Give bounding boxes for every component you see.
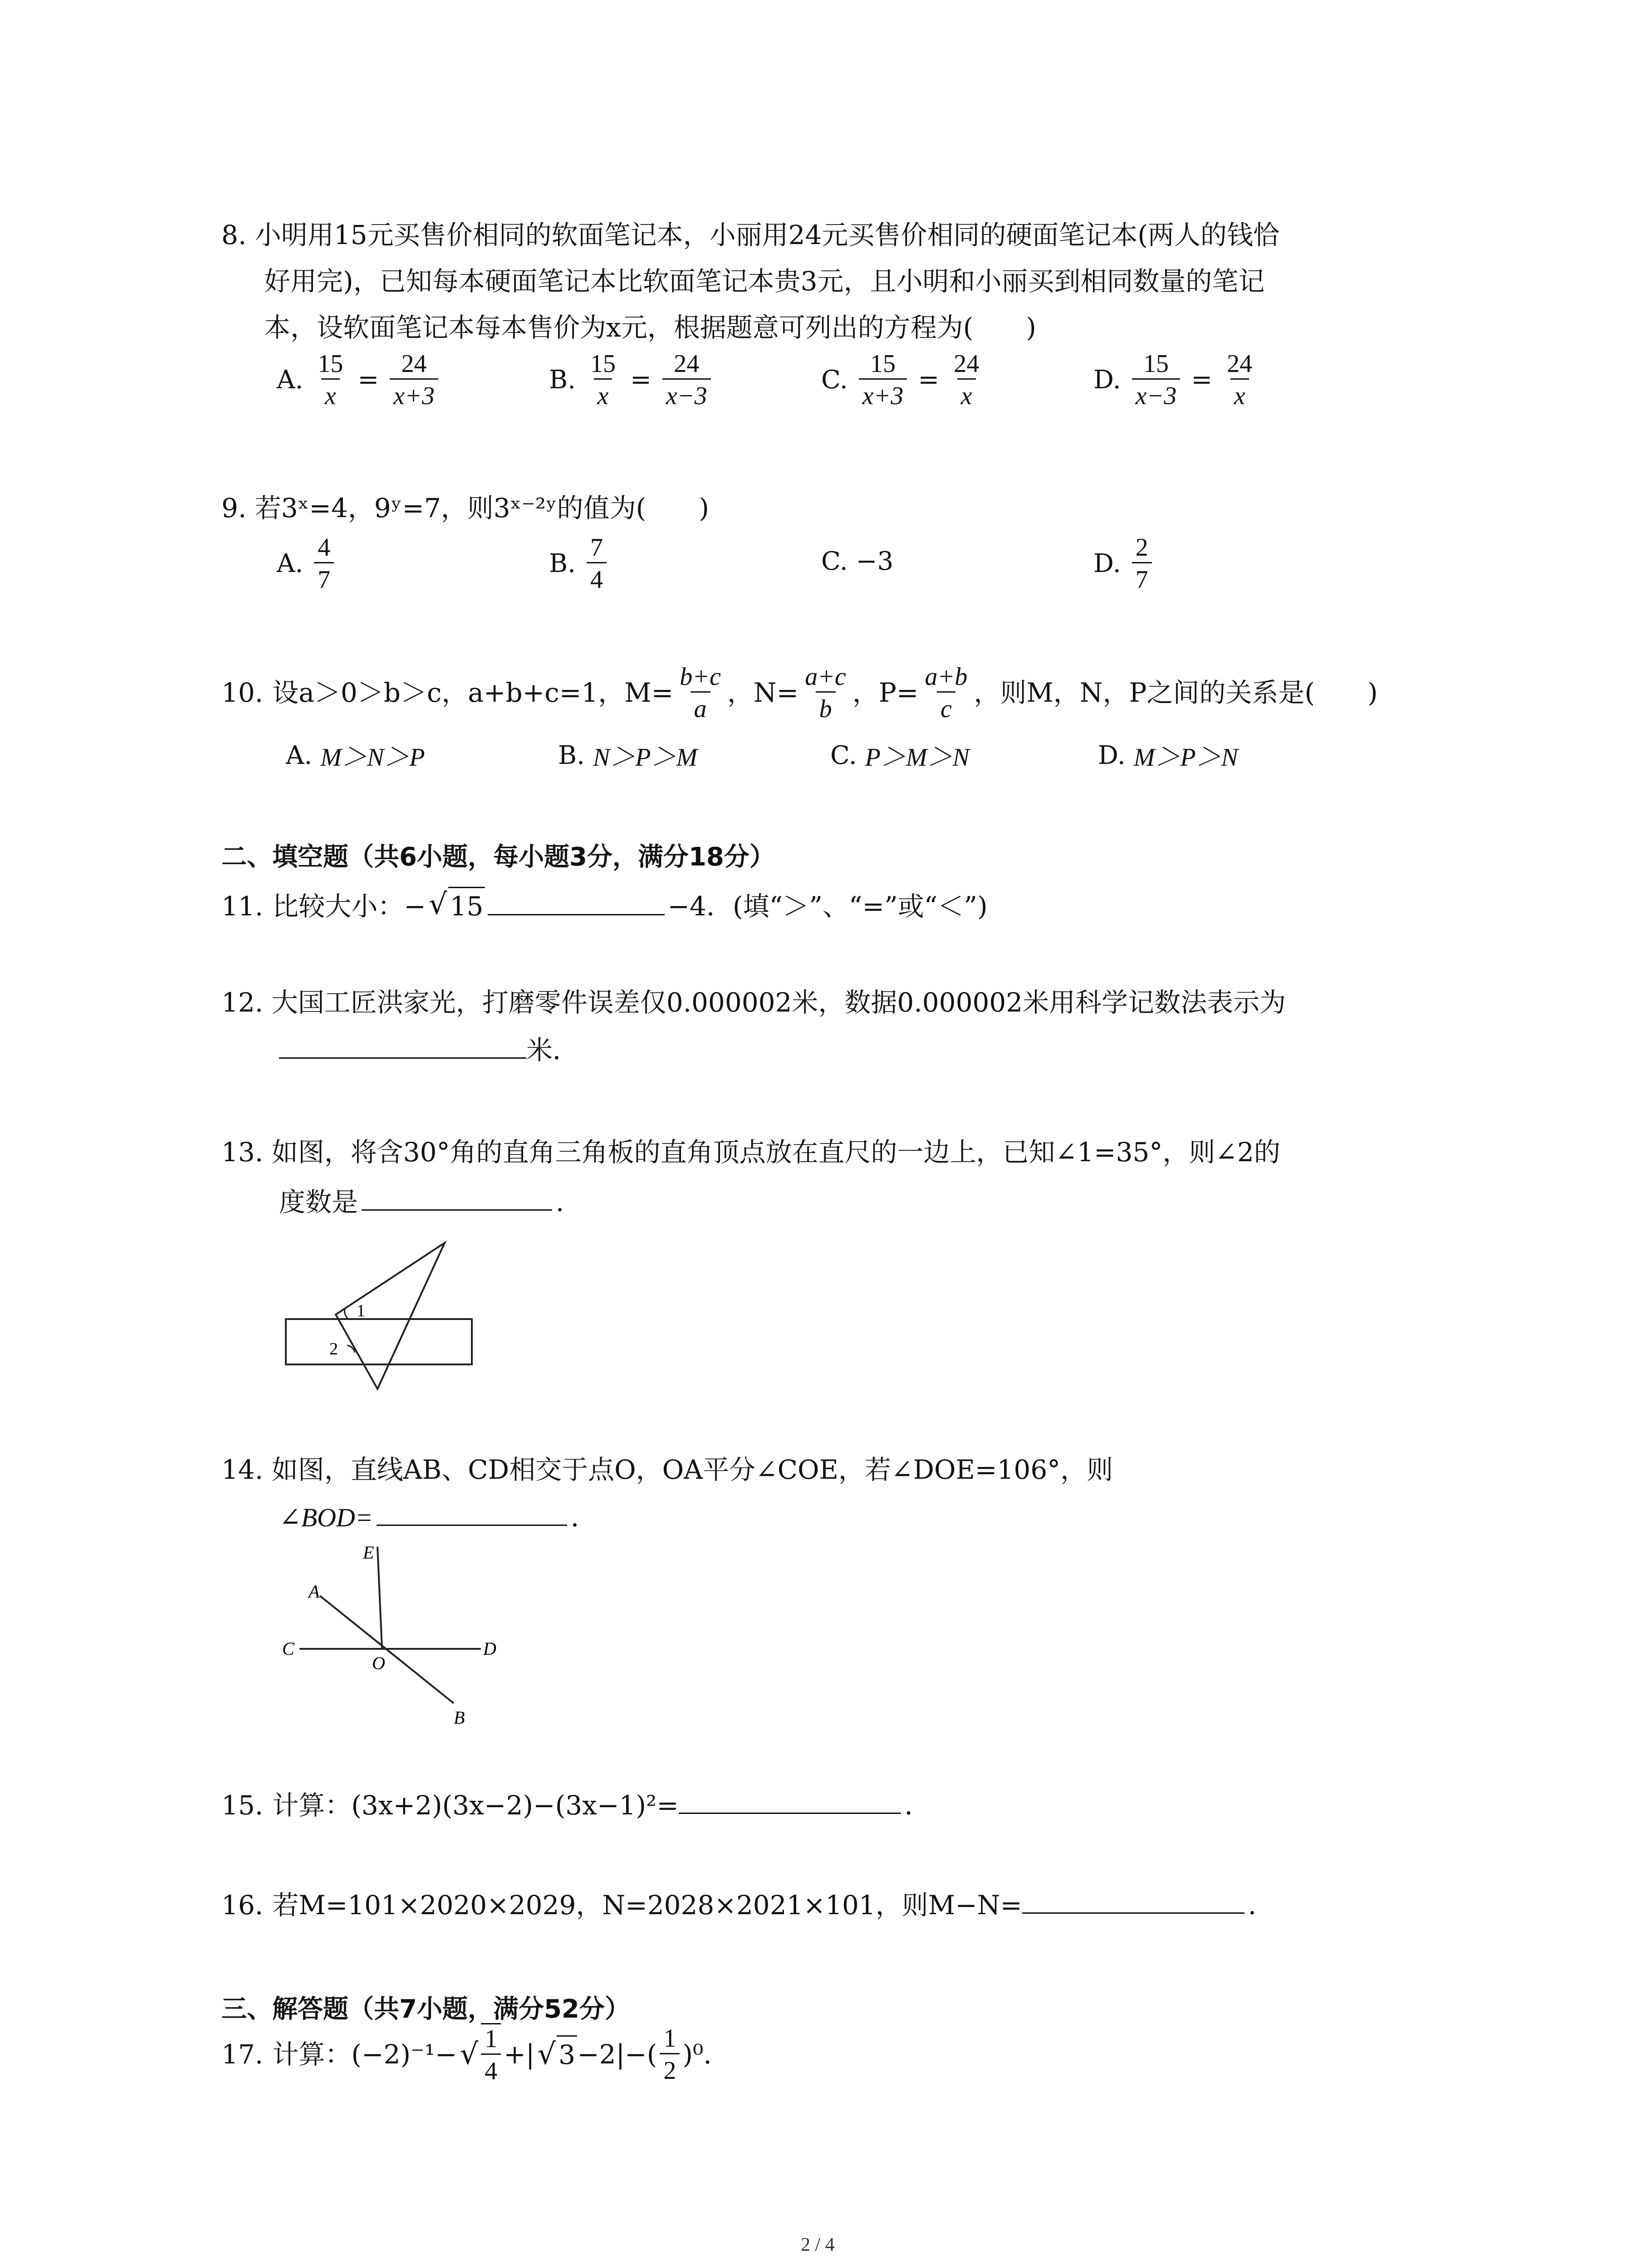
q10-option-b[interactable]: B. N＞P＞M — [558, 740, 698, 772]
sqrt-icon: √ — [428, 888, 447, 921]
q9-option-a[interactable]: A. $\frac{4}{7}$ — [277, 533, 337, 595]
q14-line1: 14. 如图，直线AB、CD相交于点O，OA平分∠COE，若∠DOE=106°，则 — [221, 1454, 1113, 1485]
q9-option-c[interactable]: C. −3 — [821, 547, 894, 576]
label-d: D — [483, 1638, 496, 1659]
q13-line1: 13. 如图，将含30°角的直角三角板的直角顶点放在直尺的一边上，已知∠1=35°，则∠2的 — [221, 1137, 1280, 1168]
q8-number: 8. — [221, 220, 247, 250]
q12-line2: 米． — [279, 1032, 579, 1069]
sqrt-icon: √ — [537, 2037, 556, 2071]
q8-text-1: 小明用15元买售价相同的软面笔记本，小丽用24元买售价相同的硬面笔记本(两人的钱恰 — [255, 220, 1280, 250]
q17: 17. 计算：(−2)⁻¹− √ $\frac{1}{4}$ +| √ 3 −2|−( $\frac{1}{2}$ )⁰. — [221, 2023, 712, 2086]
label-c: C — [282, 1638, 294, 1659]
angle-1-label: 1 — [357, 1301, 365, 1320]
ruler — [286, 1319, 472, 1364]
fraction: $\frac{24}{x-3}$ — [662, 349, 711, 411]
q15-number: 15. — [221, 1790, 264, 1821]
fraction-p: $\frac{a+b}{c}$ — [925, 663, 968, 723]
fraction: $\frac{4}{7}$ — [314, 533, 334, 595]
q12-number: 12. — [221, 987, 264, 1018]
fraction: $\frac{15}{x-3}$ — [1132, 349, 1181, 411]
q8-option-a[interactable]: A. $\frac{15}{x}$ = $\frac{24}{x+3}$ — [277, 349, 441, 411]
q13-figure — [277, 1234, 481, 1397]
fraction: $\frac{24}{x+3}$ — [390, 349, 438, 411]
fraction: $\frac{15}{x}$ — [318, 350, 343, 411]
ray-oe — [377, 1547, 382, 1649]
q14-figure — [277, 1538, 513, 1733]
page-number: 2 / 4 — [801, 2234, 835, 2255]
fraction: $\frac{1}{4}$ — [481, 2023, 501, 2086]
set-square — [336, 1243, 445, 1389]
q13-number: 13. — [221, 1137, 264, 1168]
q12-line1: 12. 大国工匠洪家光，打磨零件误差仅0.000002米，数据0.000002米用科学记数法表示为 — [221, 987, 1286, 1018]
q14-answer-blank[interactable] — [377, 1524, 567, 1526]
q10-stem: 10. 设a＞0＞b＞c，a+b+c=1，M= $\frac{b+c}{a}$ ，N= $\frac{a+c}{b}$ ，P= $\frac{a+b}{c}$ ，则M，N，P之间的关系是( ) — [221, 663, 1378, 723]
q16: 16. 若M=101×2020×2029，N=2028×2021×101，则M−N= ． — [221, 1887, 1274, 1924]
q10-option-d[interactable]: D. M＞P＞N — [1098, 740, 1238, 772]
fraction: $\frac{24}{x}$ — [1227, 350, 1253, 411]
label-o: O — [372, 1653, 385, 1673]
q8-option-b[interactable]: B. $\frac{15}{x}$ = $\frac{24}{x-3}$ — [549, 349, 714, 411]
section-3-heading: 三、解答题（共7小题，满分52分） — [221, 1994, 630, 2024]
angle-2-label: 2 — [329, 1339, 338, 1359]
fraction: $\frac{24}{x}$ — [954, 350, 980, 411]
q10-option-c[interactable]: C. P＞M＞N — [830, 740, 970, 772]
q8-option-d[interactable]: D. $\frac{15}{x-3}$ = $\frac{24}{x}$ — [1093, 349, 1259, 411]
fraction: $\frac{7}{4}$ — [587, 533, 607, 595]
label-b: B — [454, 1707, 465, 1728]
q10-number: 10. — [221, 677, 264, 709]
q8-line1 — [221, 217, 1279, 254]
q11-answer-blank[interactable] — [488, 914, 665, 915]
q9-option-b[interactable]: B. $\frac{7}{4}$ — [549, 533, 609, 595]
q16-answer-blank[interactable] — [1022, 1912, 1244, 1914]
q15: 15. 计算：(3x+2)(3x−2)−(3x−1)²= ． — [221, 1787, 931, 1824]
fraction: $\frac{2}{7}$ — [1132, 533, 1152, 595]
fraction: $\frac{15}{x}$ — [590, 350, 616, 411]
q8-line2: 好用完)，已知每本硬面笔记本比软面笔记本贵3元，且小明和小丽买到相同数量的笔记 — [264, 266, 1265, 297]
q15-answer-blank[interactable] — [679, 1812, 901, 1814]
q9-number: 9. — [221, 493, 247, 523]
q17-number: 17. — [221, 2038, 264, 2070]
q13-answer-blank[interactable] — [362, 1209, 552, 1211]
fraction: $\frac{1}{2}$ — [660, 2024, 680, 2086]
q11: 11. 比较大小：− √ 15 −4．(填“＞”、“=”或“＜”) — [221, 885, 988, 925]
fraction-m: $\frac{b+c}{a}$ — [680, 663, 721, 723]
q16-number: 16. — [221, 1890, 264, 1921]
fraction-n: $\frac{a+c}{b}$ — [805, 663, 846, 723]
q10-option-a[interactable]: A. M＞N＞P — [286, 740, 425, 772]
sqrt-icon: √ — [460, 2037, 479, 2071]
q14-number: 14. — [221, 1454, 264, 1485]
q14-line2: ∠BOD= ． — [279, 1502, 597, 1533]
q11-number: 11. — [221, 891, 264, 922]
q12-answer-blank[interactable] — [279, 1057, 526, 1059]
label-a: A — [309, 1581, 320, 1602]
q8-option-c[interactable]: C. $\frac{15}{x+3}$ = $\frac{24}{x}$ — [821, 349, 985, 411]
label-e: E — [363, 1542, 374, 1563]
q8-line3: 本，设软面笔记本每本售价为x元，根据题意可列出的方程为( ) — [264, 312, 1036, 343]
fraction: $\frac{15}{x+3}$ — [859, 349, 907, 411]
q9-text: 若3ˣ=4，9ʸ=7，则3ˣ⁻²ʸ的值为( ) — [255, 493, 709, 523]
q9-stem — [221, 490, 709, 527]
section-2-heading: 二、填空题（共6小题，每小题3分，满分18分） — [221, 842, 775, 872]
q9-option-d[interactable]: D. $\frac{2}{7}$ — [1093, 533, 1155, 595]
q13-line2: 度数是 ． — [279, 1187, 583, 1217]
